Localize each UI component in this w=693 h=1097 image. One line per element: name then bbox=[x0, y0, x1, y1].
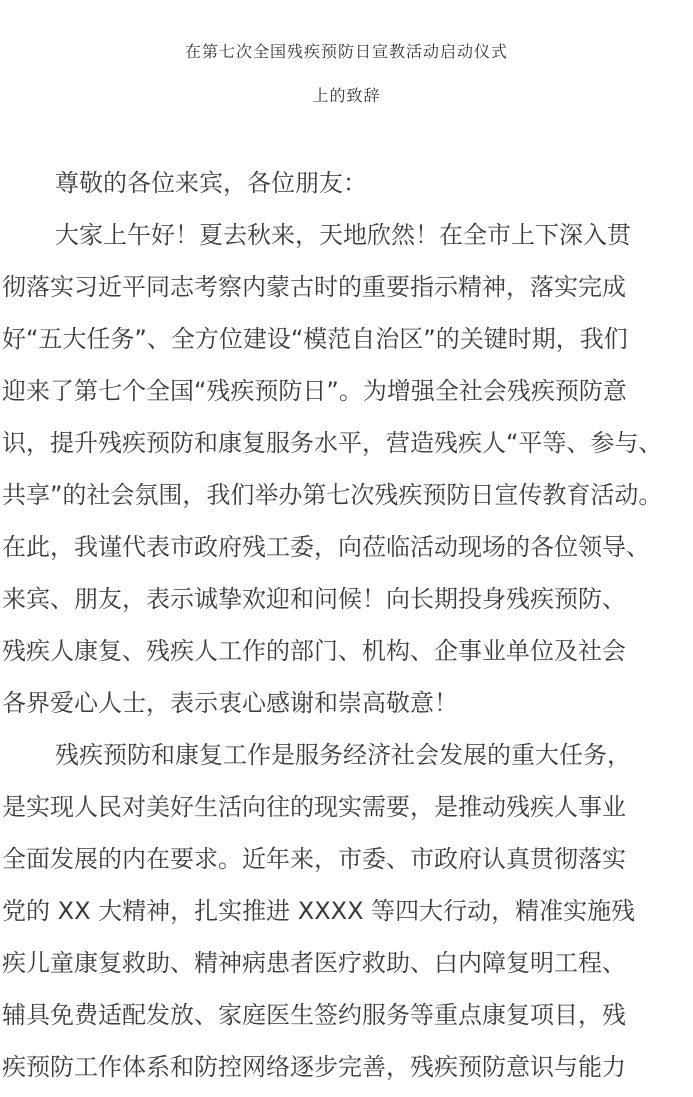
title-line-2: 上的致辞 bbox=[312, 86, 381, 105]
title-line-1: 在第七次全国残疾预防日宣教活动启动仪式 bbox=[184, 42, 508, 61]
paragraph-line: 大家上午好！夏去秋来，天地欣然！在全市上下深入贯 bbox=[55, 221, 631, 249]
paragraph-line: 是实现人民对美好生活向往的现实需要，是推动残疾人事业 bbox=[2, 793, 626, 821]
paragraph-line: 疾儿童康复救助、精神病患者医疗救助、白内障复明工程、 bbox=[2, 949, 626, 977]
salutation-line: 尊敬的各位来宾，各位朋友： bbox=[55, 169, 367, 197]
paragraph-line: 疾预防工作体系和防控网络逐步完善，残疾预防意识与能力 bbox=[2, 1053, 626, 1081]
paragraph-line: 迎来了第七个全国“残疾预防日”。为增强全社会残疾预防意 bbox=[2, 377, 627, 405]
paragraph-line: 识，提升残疾预防和康复服务水平，营造残疾人“平等、参与、 bbox=[2, 429, 663, 457]
paragraph-line: 在此，我谨代表市政府残工委，向莅临活动现场的各位领导、 bbox=[2, 533, 650, 561]
paragraph-line: 好“五大任务”、全方位建设“模范自治区”的关键时期，我们 bbox=[2, 325, 628, 353]
paragraph-line: 彻落实习近平同志考察内蒙古时的重要指示精神，落实完成 bbox=[2, 273, 626, 301]
paragraph-line: 党的 XX 大精神，扎实推进 XXXX 等四大行动，精准实施残 bbox=[2, 897, 636, 925]
paragraph-line: 各界爱心人士，表示衷心感谢和崇高敬意！ bbox=[2, 689, 458, 717]
paragraph-line: 辅具免费适配发放、家庭医生签约服务等重点康复项目，残 bbox=[2, 1001, 626, 1029]
paragraph-line: 共享”的社会氛围，我们举办第七次残疾预防日宣传教育活动。 bbox=[2, 481, 663, 509]
paragraph-line: 来宾、朋友，表示诚挚欢迎和问候！向长期投身残疾预防、 bbox=[2, 585, 626, 613]
paragraph-line: 残疾预防和康复工作是服务经济社会发展的重大任务， bbox=[55, 741, 631, 769]
paragraph-line: 残疾人康复、残疾人工作的部门、机构、企事业单位及社会 bbox=[2, 637, 626, 665]
document-title bbox=[0, 30, 693, 118]
paragraph-line: 全面发展的内在要求。近年来，市委、市政府认真贯彻落实 bbox=[2, 845, 626, 873]
